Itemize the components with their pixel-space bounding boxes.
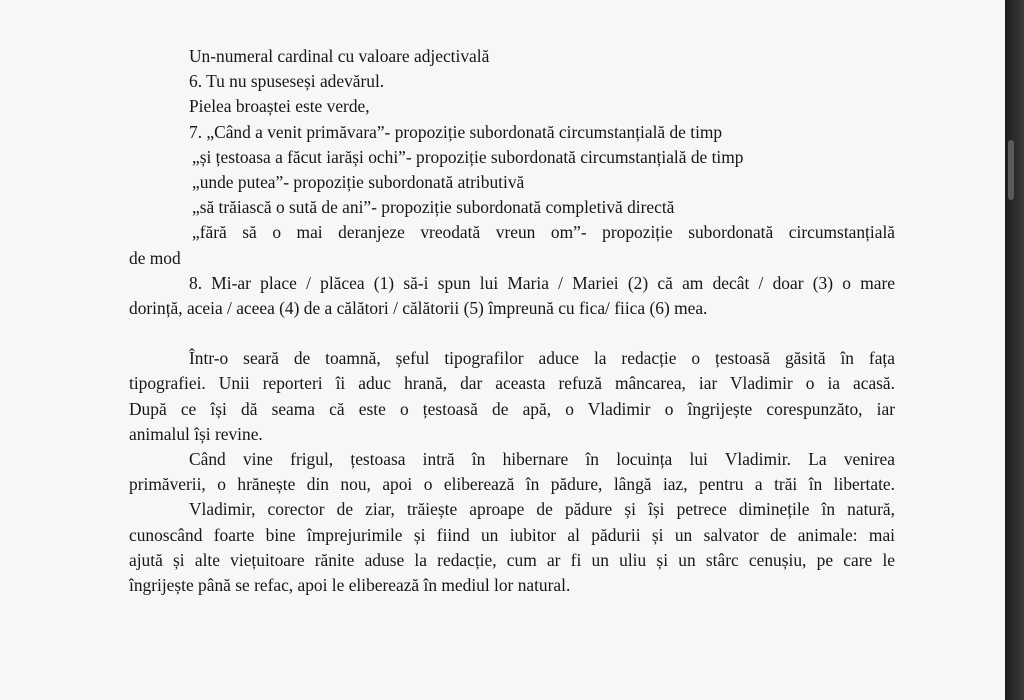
text-line: 8. Mi-ar place / plăcea (1) să-i spun lui Maria / Mariei (2) că am decât / doar (3) o mare — [189, 272, 895, 293]
text-line: primăverii, o hrănește din nou, apoi o eliberează în pădure, lângă iaz, pentru a trăi în libertate. — [129, 474, 895, 495]
paragraph-gap — [129, 321, 895, 346]
viewer-edge — [1005, 0, 1024, 700]
scrollbar-thumb[interactable] — [1008, 140, 1014, 200]
text-line: de mod — [129, 247, 181, 268]
text-line: animalul își revine. — [129, 423, 263, 444]
text-line: După ce își dă seama că este o țestoasă de apă, o Vladimir o îngrijește corespunzăto, iar — [129, 398, 895, 419]
text-line: „și țestoasa a făcut iarăși ochi”- propoziție subordonată circumstanțială de timp — [192, 146, 744, 167]
text-line: cunoscând foarte bine împrejurimile și fiind un iubitor al pădurii și un salvator de animale: mai — [129, 524, 895, 545]
text-line: „unde putea”- propoziție subordonată atributivă — [192, 171, 525, 192]
text-line: Într-o seară de toamnă, șeful tipografilor aduce la redacție o țestoasă găsită în fața — [189, 348, 895, 369]
text-line: Pielea broaștei este verde, — [189, 96, 370, 117]
text-line: „fără să o mai deranjeze vreodată vreun om”- propoziție subordonată circumstanțială — [192, 222, 895, 243]
text-line: 6. Tu nu spuseseși adevărul. — [189, 71, 385, 92]
document-text — [129, 44, 895, 598]
text-line: Când vine frigul, țestoasa intră în hibernare în locuința lui Vladimir. La venirea — [189, 449, 895, 469]
text-line: Vladimir, corector de ziar, trăiește aproape de pădure și își petrece diminețile în natură, — [189, 499, 895, 520]
text-line: 7. „Când a venit primăvara”- propoziție subordonată circumstanțială de timp — [189, 121, 723, 142]
text-line: dorință, aceia / aceea (4) de a călători / călătorii (5) împreună cu fica/ fiica (6) mea. — [129, 297, 708, 318]
text-line: tipografiei. Unii reporteri îi aduc hrană, dar aceasta refuză mâncarea, iar Vladimir o ia acasă. — [129, 373, 895, 394]
text-line: „să trăiască o sută de ani”- propoziție subordonată completivă directă — [192, 197, 675, 218]
text-line: îngrijește până se refac, apoi le eliberează în mediul lor natural. — [129, 574, 571, 595]
text-line: Un-numeral cardinal cu valoare adjectivală — [189, 46, 490, 66]
text-line: ajută și alte viețuitoare rănite aduse la redacție, cum ar fi un uliu și un stârc cenușiu, pe care le — [129, 549, 895, 570]
